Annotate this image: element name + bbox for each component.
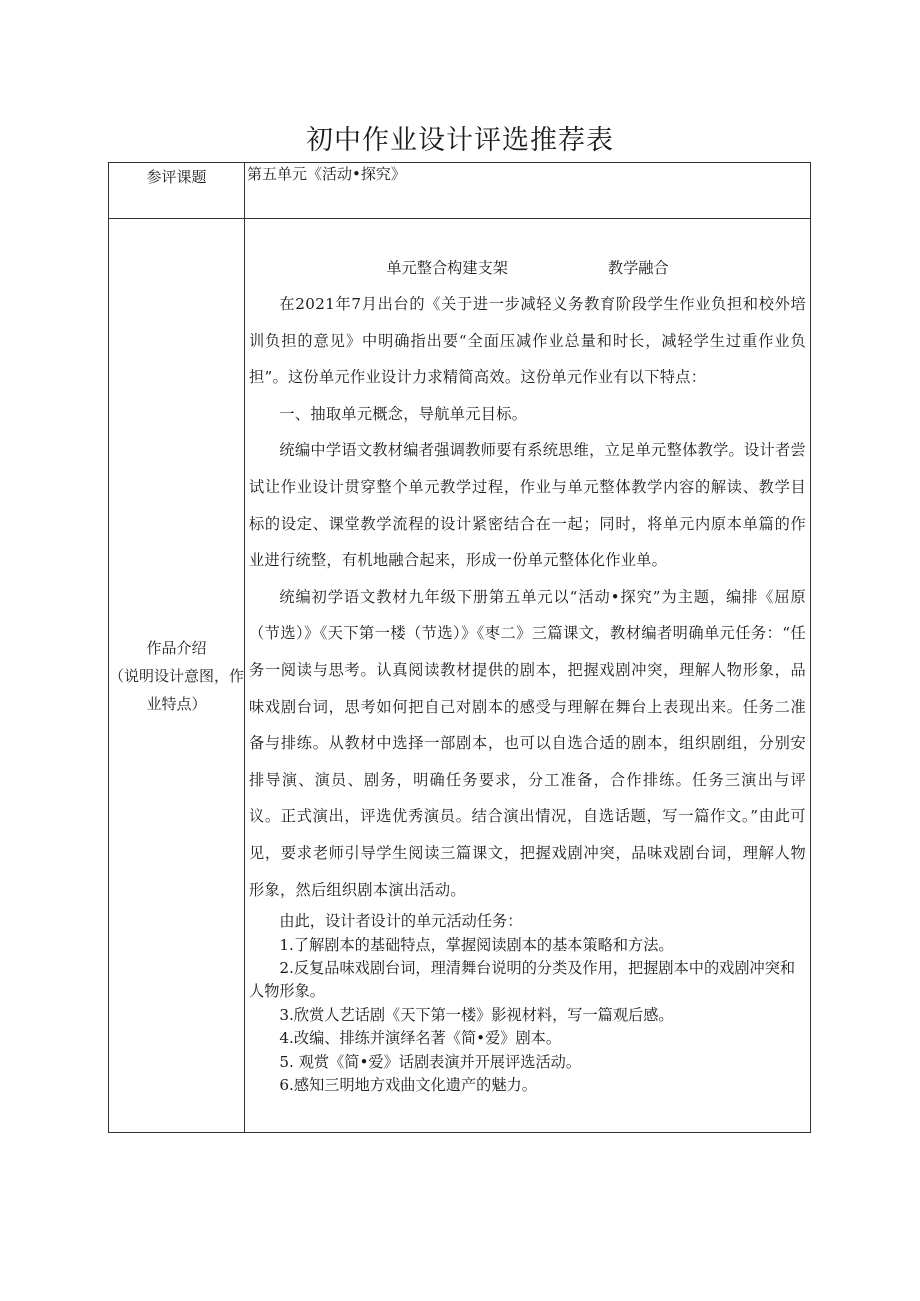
- table-row-introduction: [109, 219, 811, 1133]
- heading-left: 单元整合构建支架: [386, 259, 508, 277]
- introduction-label: 作品介绍: [146, 638, 207, 657]
- list-item: 1.了解剧本的基础特点，掌握阅读剧本的基本策略和方法。: [279, 935, 674, 954]
- task-list: [249, 910, 806, 1097]
- topic-label: 参评课题: [109, 163, 245, 219]
- list-item: 4.改编、排练并演绎名著《简•爱》剧本。: [279, 1029, 562, 1048]
- list-item: 3.欣赏人艺话剧《天下第一楼》影视材料，写一篇观后感。: [279, 1005, 674, 1024]
- heading-right: 教学融合: [607, 259, 669, 277]
- topic-value: 第五单元《活动•探究》: [245, 163, 811, 219]
- task-list-intro: 由此，设计者设计的单元活动任务：: [279, 912, 523, 931]
- table-row-topic: [109, 163, 811, 219]
- list-item: 2.反复品味戏剧台词，理清舞台说明的分类及作用，把握剧本中的戏剧冲突和人物形象。: [249, 958, 796, 1001]
- introduction-content: [245, 219, 810, 1097]
- section-heading: [249, 250, 806, 286]
- paragraph: 统编初学语文教材九年级下册第五单元以“活动•探究”为主题，编排《屈原（节选）》《天下第一楼（节选）》《枣二》三篇课文，教材编者明确单元任务：“任务一阅读与思考。认真阅读教材提供的剧本，把握戏剧冲突，理解人物形象，品味戏剧台词，思考如何把自己对剧本的感受与理解在舞台上表现出来。任务二准备与排练。从教材中选择一部剧本，也可以自选合适的剧本，组织剧组，分别安排导演、演员、剧务，明确任务要求，分工准备，合作排练。任务三演出与评议。正式演出，评选优秀演员。结合演出情况，自选话题，写一篇作文。”由此可见，要求老师引导学生阅读三篇课文，把握戏剧冲突，品味戏剧台词，理解人物形象，然后组织剧本演出活动。: [249, 587, 806, 899]
- introduction-content-cell: [245, 219, 811, 1133]
- recommendation-form-table: [108, 162, 811, 1133]
- list-item: 5. 观赏《简•爱》话剧表演并开展评选活动。: [279, 1052, 582, 1071]
- paragraph: 在2021年7月出台的《关于进一步减轻义务教育阶段学生作业负担和校外培训负担的意见》中明确指出要“全面压减作业总量和时长，减轻学生过重作业负担”。这份单元作业设计力求精简高效。这份单元作业有以下特点：: [249, 295, 806, 387]
- page-title: 初中作业设计评选推荐表: [306, 125, 614, 156]
- paragraph: 一、抽取单元概念，导航单元目标。: [279, 404, 528, 423]
- introduction-label-cell: [109, 219, 245, 1133]
- list-item: 6.感知三明地方戏曲文化遗产的魅力。: [279, 1075, 537, 1094]
- paragraph: 统编中学语文教材编者强调教师要有系统思维，立足单元整体教学。设计者尝试让作业设计贯穿整个单元教学过程，作业与单元整体教学内容的解读、教学目标的设定、课堂教学流程的设计紧密结合在一起；同时，将单元内原本单篇的作业进行统整，有机地融合起来，形成一份单元整体化作业单。: [249, 441, 806, 570]
- introduction-label-note: （说明设计意图，作业特点）: [109, 666, 245, 713]
